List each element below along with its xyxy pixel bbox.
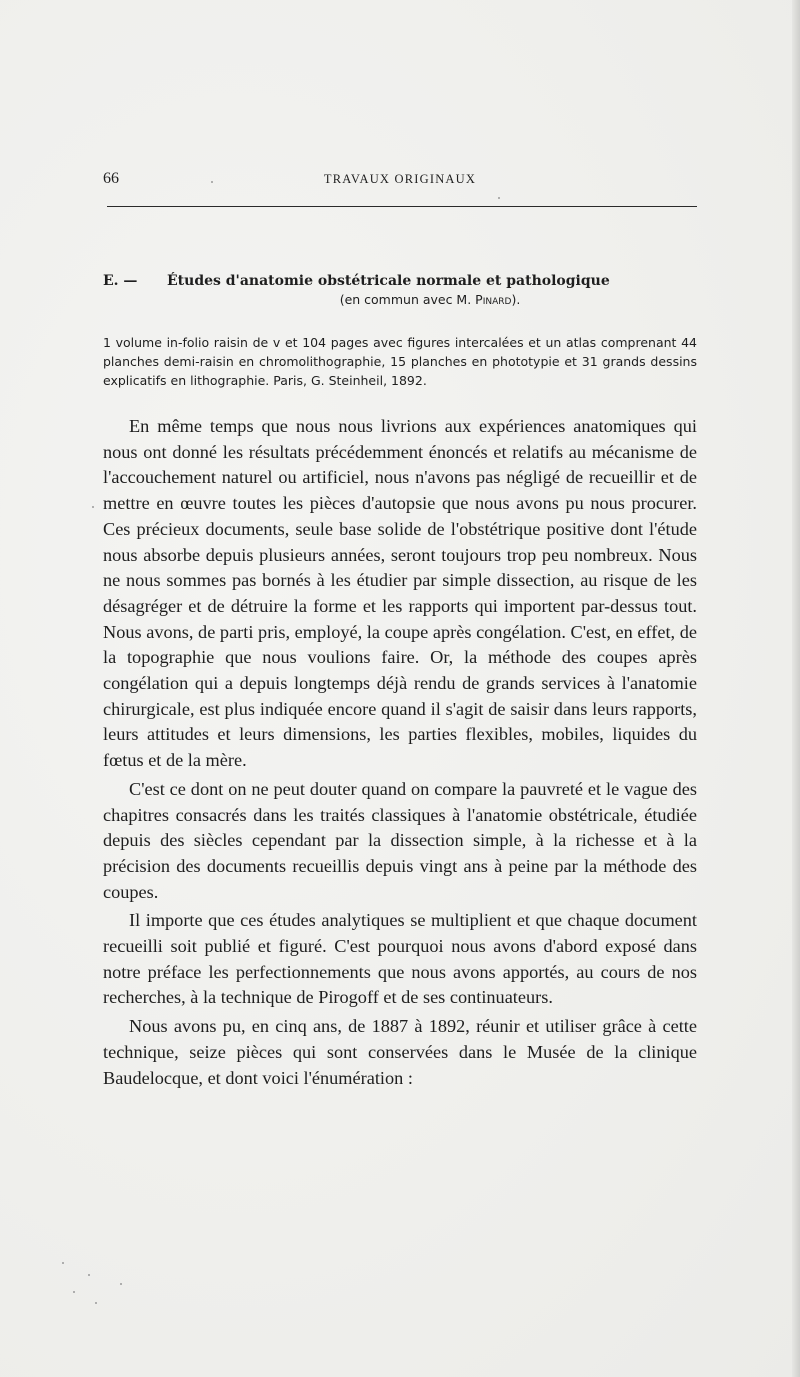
page-edge-shadow: [792, 0, 800, 1377]
body-text: [103, 414, 697, 1094]
subtitle-prefix: (en commun avec M.: [339, 292, 476, 307]
paragraph: Il importe que ces études analytiques se multiplient et que chaque document recueilli soit publié et figuré. C'est pourquoi nous avons d'abord exposé dans notre préface les perfectionnements que nous avons apportés, au cours de nos recherches, à la technique de Pirogoff et de ses continuateurs.: [103, 910, 697, 1008]
paper-speck: [92, 506, 94, 508]
running-title: TRAVAUX ORIGINAUX: [323, 172, 477, 186]
paragraph: C'est ce dont on ne peut douter quand on compare la pauvreté et le vague des chapitres consacrés dans les traités classiques à l'anatomie obstétricale, étudiée depuis des siècles cependant par la dissection simple, à la richesse et à la précision des documents recueillis depuis vingt ans à peine par la méthode des coupes.: [103, 778, 697, 902]
subtitle-name: Pinard: [475, 292, 512, 307]
paper-speck: [95, 1302, 97, 1304]
paragraph: En même temps que nous nous livrions aux expériences anatomiques qui nous ont donné les résultats précédemment énoncés et relatifs au mécanisme de l'accouchement naturel ou artificiel, nous n'avons pas négligé de recueillir et de mettre en œuvre toutes les pièces d'autopsie que nous avons pu nous procurer. Ces précieux documents, seule base solide de l'obstétrique positive dont l'étude nous absorbe depuis plusieurs années, seront toujours trop peu nombreux. Nous ne nous sommes pas bornés à les étudier par simple dissection, au risque de les désagréger et de détruire la forme et les rapports qui importent par-dessus tout. Nous avons, de parti pris, employé, la coupe après congélation. C'est, en effet, de la topographie que nous voulions faire. Or, la méthode des coupes après congélation qui a depuis longtemps déjà rendu de grands services à l'anatomie chirurgicale, est plus indiquée encore quand il s'agit de saisir dans leurs rapports, leurs attitudes et leurs dimensions, les parties flexibles, mobiles, liquides du fœtus et de la mère.: [103, 416, 697, 771]
page-number: 66: [103, 170, 119, 187]
header-rule: [107, 206, 697, 207]
subtitle-suffix: ).: [511, 292, 521, 307]
paper-speck: [73, 1291, 75, 1293]
section-title: Études d'anatomie obstétricale normale et pathologique: [167, 273, 610, 289]
page-header: [103, 170, 697, 192]
paper-speck: [498, 197, 500, 199]
paper-speck: [88, 1274, 90, 1276]
section-subheading: [103, 292, 697, 307]
section-heading: [103, 273, 697, 289]
paper-speck: [62, 1262, 64, 1264]
section-label: E. —: [103, 273, 138, 289]
bibliographic-note: 1 volume in-folio raisin de v et 104 pages avec figures intercalées et un atlas comprenant 44 planches demi-raisin en chromolithographie, 15 planches en phototypie et 31 grands dessins explicatifs en lithographie. Paris, G. Steinheil, 1892.: [103, 335, 697, 388]
paper-speck: [211, 181, 213, 183]
paper-speck: [120, 1283, 122, 1285]
paragraph: Nous avons pu, en cinq ans, de 1887 à 1892, réunir et utiliser grâce à cette technique, seize pièces qui sont conservées dans le Musée de la clinique Baudelocque, et dont voici l'énumération :: [103, 1016, 697, 1088]
